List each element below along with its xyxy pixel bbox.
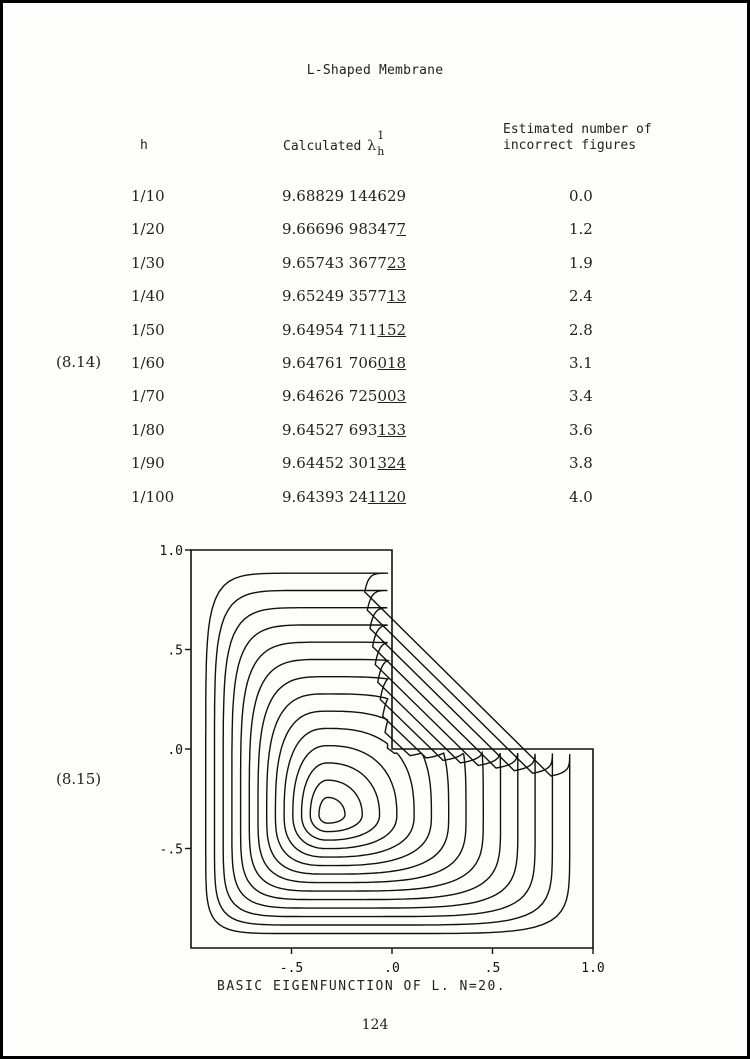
row-h: 1/100 xyxy=(131,487,175,506)
y-tick-label: -.5 xyxy=(159,842,183,858)
table-row xyxy=(3,454,747,476)
lambda-symbol: λ 1 h xyxy=(367,129,385,158)
row-calculated-value: 9.66696 983477 xyxy=(282,220,407,239)
contour-line xyxy=(319,797,345,823)
row-calculated-value: 9.64452 301324 xyxy=(282,454,407,473)
row-calculated-value: 9.64527 693133 xyxy=(282,420,407,439)
contour-line xyxy=(241,642,501,899)
plot-caption: BASIC EIGENFUNCTION OF L. N=20. xyxy=(217,979,507,994)
table-row xyxy=(3,187,747,209)
row-h: 1/20 xyxy=(131,220,165,239)
row-incorrect-figures: 3.6 xyxy=(569,420,593,439)
table-row xyxy=(3,321,747,343)
contour-line xyxy=(302,763,380,840)
row-calculated-value: 9.64954 711152 xyxy=(282,320,407,339)
row-calculated-value: 9.64626 725003 xyxy=(282,387,407,406)
x-tick-label: 1.0 xyxy=(581,961,605,976)
row-incorrect-figures: 1.2 xyxy=(569,220,593,239)
table-row xyxy=(3,254,747,276)
row-incorrect-figures: 2.8 xyxy=(569,320,593,339)
row-incorrect-figures: 3.1 xyxy=(569,354,593,372)
table-row xyxy=(3,220,747,242)
row-h: 1/60 xyxy=(131,354,165,372)
equation-label-8-14: (8.14) xyxy=(56,353,102,371)
row-incorrect-figures: 3.8 xyxy=(569,454,593,473)
contour-plot-svg xyxy=(143,538,613,978)
contour-line xyxy=(310,780,362,832)
page-number: 124 xyxy=(361,1017,389,1033)
row-incorrect-figures: 2.4 xyxy=(569,287,593,306)
row-calculated-value: 9.64761 706018 xyxy=(282,354,407,372)
column-header-h: h xyxy=(140,138,148,153)
table-row xyxy=(3,287,747,309)
l-domain-boundary xyxy=(191,550,593,948)
contour-line xyxy=(249,659,483,891)
row-h: 1/30 xyxy=(131,253,165,272)
x-tick-label: -.5 xyxy=(279,961,304,976)
y-tick-label: .5 xyxy=(167,643,183,659)
x-tick-label: .5 xyxy=(484,961,501,976)
row-h: 1/10 xyxy=(131,187,165,205)
row-h: 1/90 xyxy=(131,454,165,473)
row-h: 1/70 xyxy=(131,387,165,406)
x-tick-label: .0 xyxy=(384,961,400,976)
row-h: 1/40 xyxy=(131,287,165,306)
row-calculated-value: 9.64393 241120 xyxy=(282,487,407,506)
equation-label-8-15: (8.15) xyxy=(56,770,102,788)
row-calculated-value: 9.68829 144629 xyxy=(282,187,407,205)
contour-plot xyxy=(143,538,613,982)
row-incorrect-figures: 1.9 xyxy=(569,253,593,272)
row-h: 1/50 xyxy=(131,320,165,339)
table-row xyxy=(3,421,747,443)
table-row xyxy=(3,387,747,409)
column-header-estimated: Estimated number of incorrect figures xyxy=(503,122,652,153)
row-h: 1/80 xyxy=(131,420,165,439)
contour-line xyxy=(275,711,431,865)
row-incorrect-figures: 3.4 xyxy=(569,387,593,406)
row-incorrect-figures: 4.0 xyxy=(569,487,593,506)
row-calculated-value: 9.65249 357713 xyxy=(282,287,407,306)
y-tick-label: .0 xyxy=(167,743,183,758)
table-row xyxy=(3,488,747,510)
y-tick-label: 1.0 xyxy=(159,544,183,559)
row-calculated-value: 9.65743 367723 xyxy=(282,253,407,272)
document-title: L-Shaped Membrane xyxy=(306,63,444,78)
column-header-calculated: Calculated λ 1 h xyxy=(283,129,385,158)
row-incorrect-figures: 0.0 xyxy=(569,187,593,205)
contour-line xyxy=(206,573,570,933)
table-row xyxy=(3,354,747,376)
